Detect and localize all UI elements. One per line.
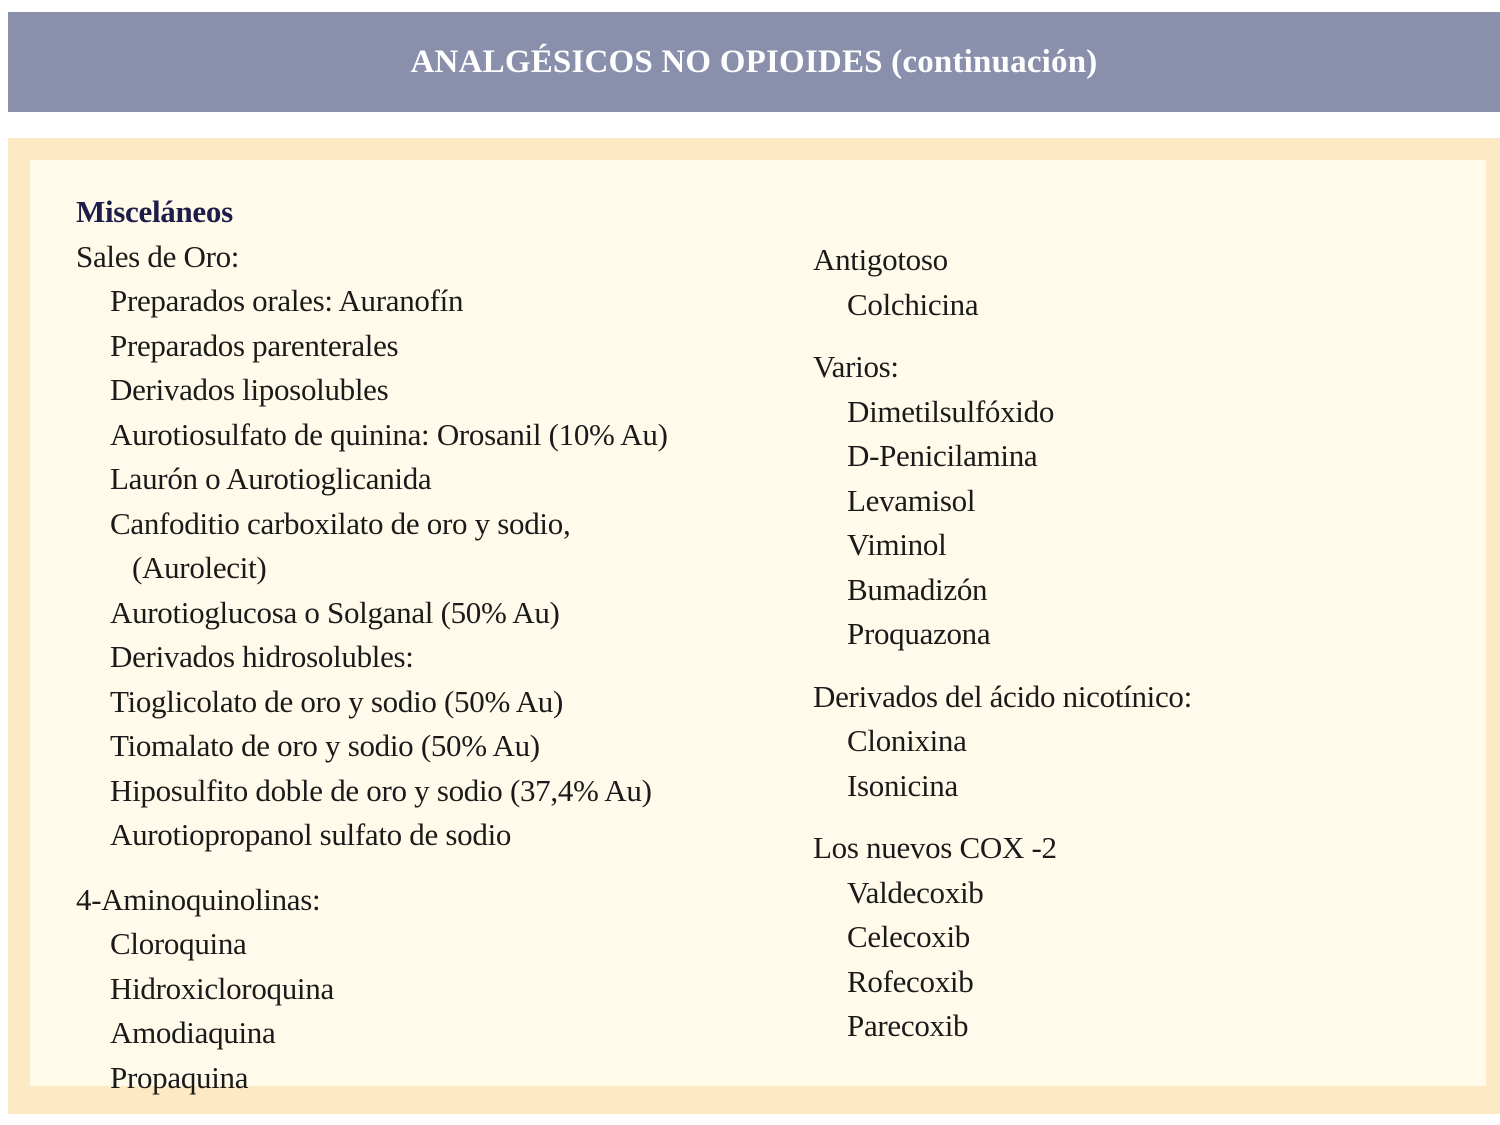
list-item: Aurotiosulfato de quinina: Orosanil (10% Au) xyxy=(110,416,668,452)
group-label-cox2: Los nuevos COX -2 xyxy=(813,830,1057,865)
group-label-nicotinic-derivatives: Derivados del ácido nicotínico: xyxy=(813,678,1192,714)
content-frame xyxy=(8,138,1500,1114)
content-panel xyxy=(30,160,1486,1095)
list-item: Preparados orales: Auranofín xyxy=(110,283,464,318)
list-item: Laurón o Aurotioglicanida xyxy=(110,461,432,496)
list-item: Cloroquina xyxy=(110,926,247,961)
list-item: Propaquina xyxy=(110,1059,249,1095)
left-column xyxy=(76,190,776,1100)
table-header-band xyxy=(8,12,1500,112)
list-item: Derivados liposolubles xyxy=(110,372,389,407)
list-item: Preparados parenterales xyxy=(110,327,399,363)
list-item: Canfoditio carboxilato de oro y sodio, xyxy=(110,505,571,541)
list-item: Parecoxib xyxy=(847,1008,969,1043)
list-item: Proquazona xyxy=(847,616,991,651)
group-label-aminoquinolines: 4-Aminoquinolinas: xyxy=(76,881,321,917)
right-column xyxy=(813,238,1463,1049)
group-spacer xyxy=(813,327,1463,345)
list-item: Tioglicolato de oro y sodio (50% Au) xyxy=(110,683,564,719)
list-item: Aurotioglucosa o Solganal (50% Au) xyxy=(110,594,560,630)
list-item: Isonicina xyxy=(847,767,958,803)
list-item: Hiposulfito doble de oro y sodio (37,4% Au) xyxy=(110,772,652,808)
list-item: Celecoxib xyxy=(847,919,970,954)
list-item: Levamisol xyxy=(847,482,976,518)
group-spacer xyxy=(813,808,1463,826)
list-item: Clonixina xyxy=(847,723,967,758)
list-item: Bumadizón xyxy=(847,571,988,607)
section-heading-miscellaneous: Misceláneos xyxy=(76,194,233,229)
list-item: D-Penicilamina xyxy=(847,438,1038,473)
list-item: Valdecoxib xyxy=(847,874,984,910)
group-spacer xyxy=(813,657,1463,675)
group-label-various: Varios: xyxy=(813,349,899,384)
list-item-continuation: (Aurolecit) xyxy=(132,550,267,585)
group-label-antigout: Antigotoso xyxy=(813,242,948,277)
list-item: Dimetilsulfóxido xyxy=(847,393,1055,429)
list-item: Viminol xyxy=(847,527,947,562)
list-item: Colchicina xyxy=(847,286,979,322)
table-title: ANALGÉSICOS NO OPIOIDES (continuación) xyxy=(410,43,1098,80)
list-item: Rofecoxib xyxy=(847,963,974,999)
group-spacer xyxy=(76,858,776,878)
list-item: Derivados hidrosolubles: xyxy=(110,639,414,674)
list-item: Tiomalato de oro y sodio (50% Au) xyxy=(110,728,540,763)
group-label-gold-salts: Sales de Oro: xyxy=(76,238,240,274)
list-item: Amodiaquina xyxy=(110,1015,276,1050)
list-item: Hidroxicloroquina xyxy=(110,970,334,1006)
list-item: Aurotiopropanol sulfato de sodio xyxy=(110,817,512,852)
